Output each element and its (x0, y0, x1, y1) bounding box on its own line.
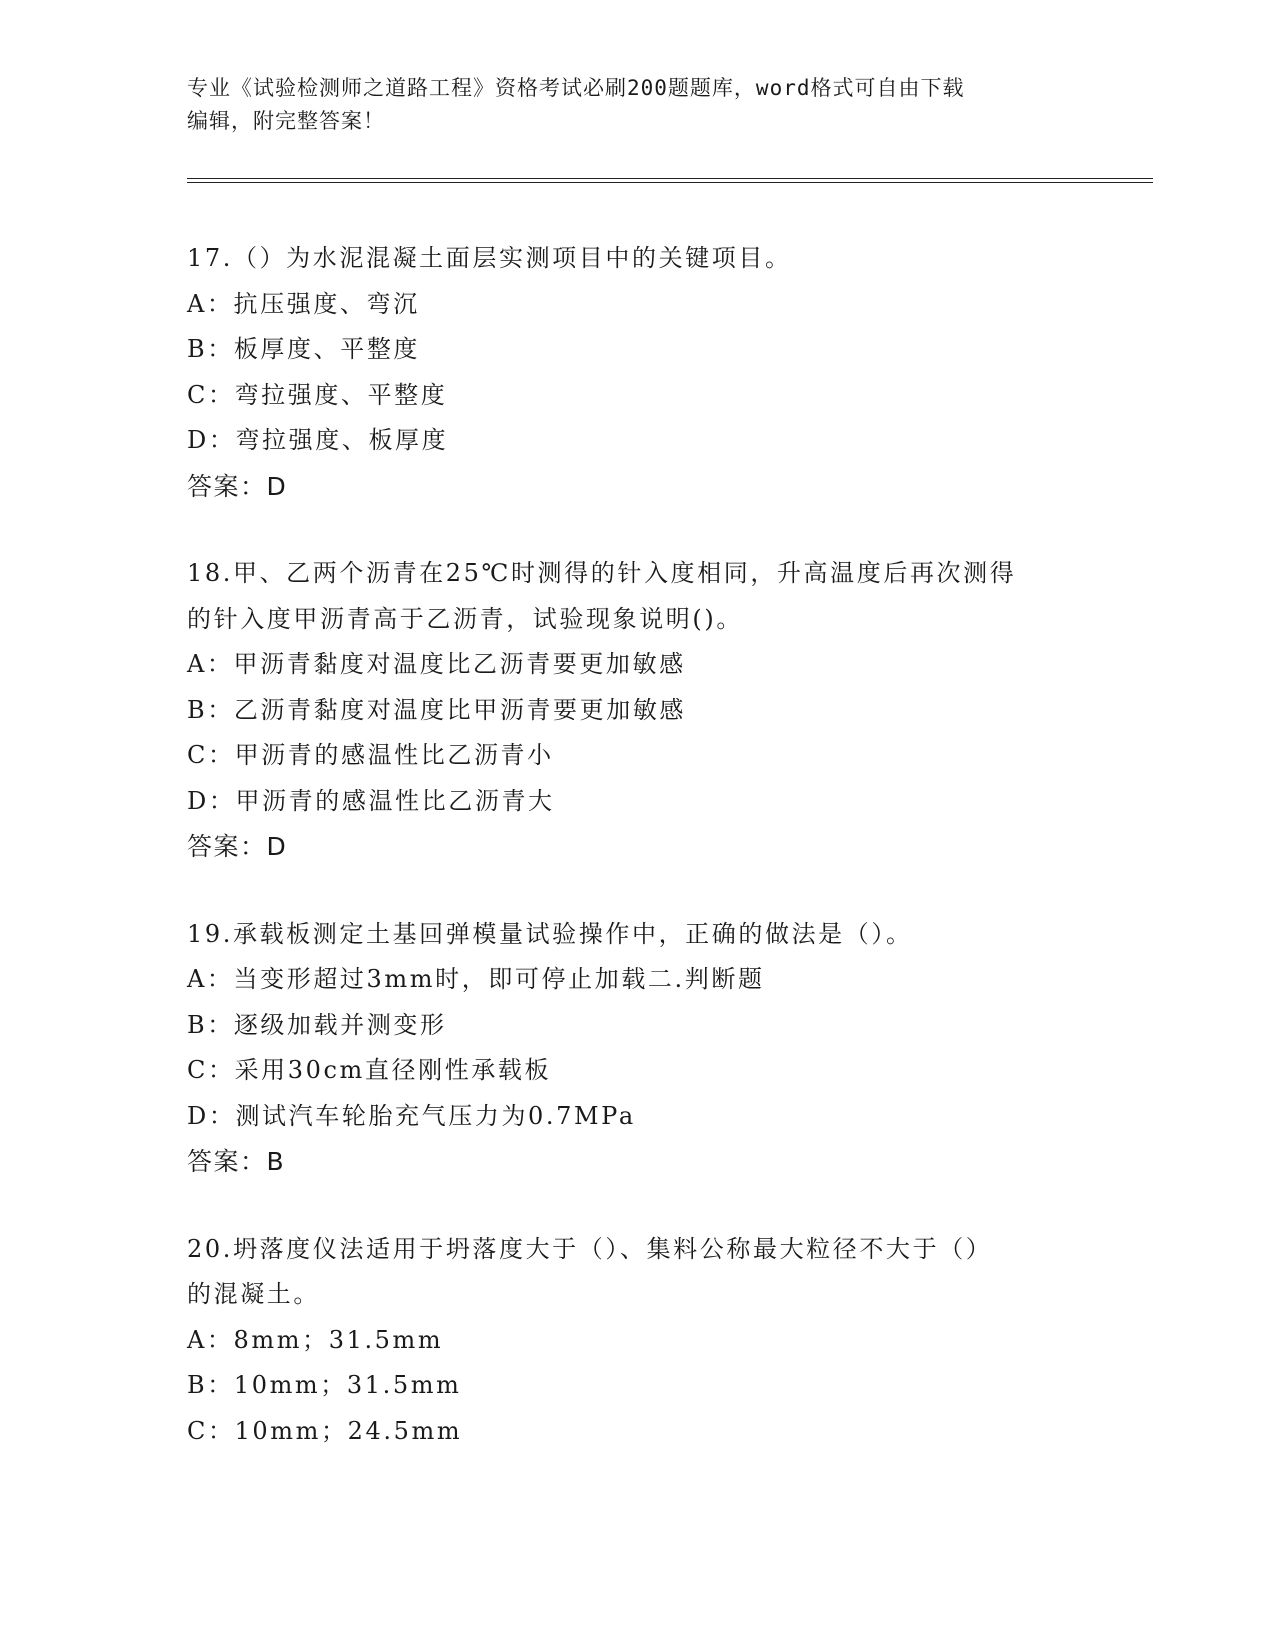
option-c: C：采用30cm直径刚性承载板 (187, 1056, 552, 1084)
question-text-line-2: 的针入度甲沥青高于乙沥青，试验现象说明()。 (187, 604, 743, 633)
option-b: B：10mm；31.5mm (187, 1371, 462, 1399)
header-line-1: 专业《试验检测师之道路工程》资格考试必刷200题题库，word格式可自由下载 (187, 76, 965, 100)
question-text-line-1: 20.坍落度仪法适用于坍落度大于（）、集料公称最大粒径不大于（） (187, 1234, 993, 1263)
option-b: B：乙沥青黏度对温度比甲沥青要更加敏感 (187, 695, 687, 724)
option-b: B：板厚度、平整度 (187, 335, 421, 363)
option-d: D：弯拉强度、板厚度 (187, 426, 449, 454)
question-19 (187, 912, 1107, 1185)
option-c: C：弯拉强度、平整度 (187, 380, 448, 409)
question-text: 19.承载板测定土基回弹模量试验操作中，正确的做法是（）。 (187, 919, 913, 948)
option-d: D：测试汽车轮胎充气压力为0.7MPa (187, 1101, 636, 1130)
option-a: A：8mm；31.5mm (187, 1325, 444, 1354)
question-text-line-2: 的混凝土。 (187, 1280, 320, 1308)
header-rule-bottom (187, 182, 1153, 183)
question-list (187, 236, 1107, 1496)
option-b: B：逐级加载并测变形 (187, 1010, 447, 1039)
option-d: D：甲沥青的感温性比乙沥青大 (187, 786, 555, 815)
answer: 答案：D (187, 471, 288, 501)
option-c: C：甲沥青的感温性比乙沥青小 (187, 741, 554, 769)
document-header (187, 72, 1087, 138)
answer: 答案：D (187, 832, 288, 861)
header-line-2: 编辑，附完整答案！ (187, 109, 385, 133)
answer: 答案：B (187, 1147, 286, 1176)
header-rule-top (187, 178, 1153, 179)
question-text-line-1: 18.甲、乙两个沥青在25℃时测得的针入度相同，升高温度后再次测得 (187, 559, 1017, 587)
question-18 (187, 551, 1107, 870)
option-c: C：10mm；24.5mm (187, 1416, 463, 1445)
option-a: A：当变形超过3mm时，即可停止加载二.判断题 (187, 965, 765, 993)
option-a: A：抗压强度、弯沉 (187, 289, 420, 318)
question-text: 17.（）为水泥混凝土面层实测项目中的关键项目。 (187, 244, 792, 272)
question-17 (187, 236, 1107, 509)
option-a: A：甲沥青黏度对温度比乙沥青要更加敏感 (187, 650, 686, 678)
question-20 (187, 1227, 1107, 1455)
